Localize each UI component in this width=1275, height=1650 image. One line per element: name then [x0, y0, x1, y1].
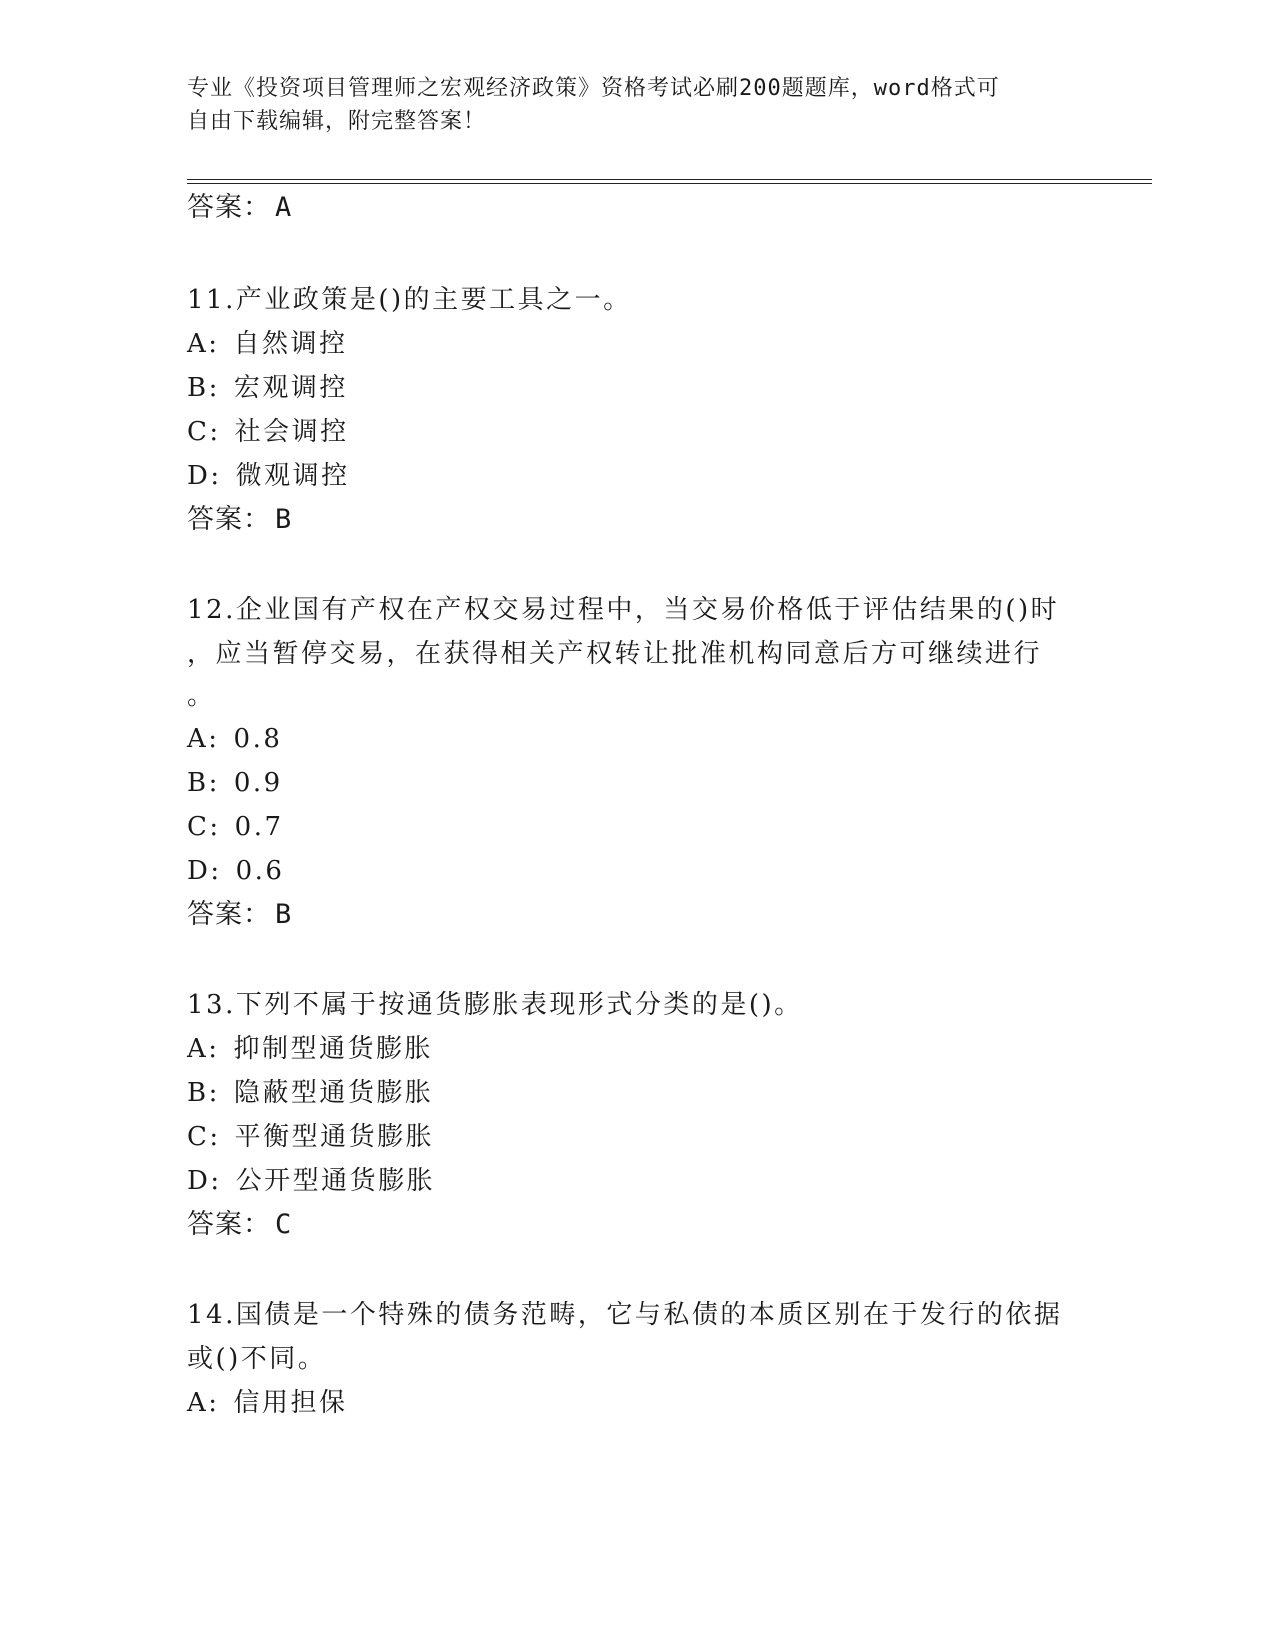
- option-label: C:: [187, 812, 221, 842]
- option-text: 抑制型通货膨胀: [233, 1034, 434, 1064]
- question-stem: 13.下列不属于按通货膨胀表现形式分类的是()。: [187, 990, 803, 1020]
- option-d: [187, 459, 350, 493]
- option-label: D:: [187, 1166, 222, 1196]
- option-text: 微观调控: [235, 461, 350, 491]
- option-label: A:: [187, 724, 220, 754]
- option-d: [187, 1164, 435, 1198]
- option-label: A:: [187, 329, 220, 359]
- answer-label: 答案：: [187, 1209, 271, 1240]
- option-label: A:: [187, 1034, 220, 1064]
- option-label: C:: [187, 1122, 221, 1152]
- option-text: 自然调控: [233, 329, 348, 359]
- option-text: 隐蔽型通货膨胀: [233, 1078, 434, 1108]
- option-c: [187, 1120, 434, 1154]
- answer-value: B: [275, 899, 293, 930]
- option-text: 0.6: [235, 856, 285, 886]
- option-text: 0.8: [233, 724, 283, 754]
- answer-line: [187, 1208, 292, 1242]
- option-label: B:: [187, 1078, 220, 1108]
- answer-value: A: [275, 192, 293, 223]
- question-stem-continued: ，应当暂停交易，在获得相关产权转让批准机构同意后方可继续进行: [187, 639, 1043, 669]
- option-label: D:: [187, 461, 222, 491]
- option-a: [187, 1386, 348, 1420]
- answer-line: [187, 503, 292, 537]
- answer-value: B: [275, 504, 293, 535]
- answer-label: 答案：: [187, 899, 271, 930]
- question-stem-continued: 或()不同。: [187, 1344, 327, 1374]
- option-b: [187, 1076, 433, 1110]
- option-text: 0.9: [233, 768, 283, 798]
- header-line-2: 自由下载编辑，附完整答案！: [187, 109, 487, 134]
- option-label: B:: [187, 373, 220, 403]
- option-c: [187, 415, 349, 449]
- option-a: [187, 722, 282, 756]
- question-stem: 11.产业政策是()的主要工具之一。: [187, 285, 632, 315]
- document-header: [187, 72, 1067, 138]
- answer-value: C: [275, 1209, 293, 1240]
- question-stem: 12.企业国有产权在产权交易过程中，当交易价格低于评估结果的()时: [187, 595, 1060, 625]
- header-divider-bottom: [187, 183, 1152, 184]
- option-d: [187, 854, 284, 888]
- option-b: [187, 371, 348, 405]
- option-text: 宏观调控: [233, 373, 348, 403]
- option-label: C:: [187, 417, 221, 447]
- question-stem-continued: 。: [187, 681, 216, 711]
- answer-line: [187, 191, 292, 225]
- option-a: [187, 327, 348, 361]
- answer-line: [187, 898, 292, 932]
- option-text: 平衡型通货膨胀: [234, 1122, 435, 1152]
- option-c: [187, 810, 284, 844]
- answer-label: 答案：: [187, 192, 271, 223]
- question-stem: 14.国债是一个特殊的债务范畴，它与私债的本质区别在于发行的依据: [187, 1300, 1063, 1330]
- option-text: 社会调控: [234, 417, 349, 447]
- option-text: 信用担保: [233, 1388, 348, 1418]
- answer-label: 答案：: [187, 504, 271, 535]
- header-divider-top: [187, 179, 1152, 180]
- option-label: A:: [187, 1388, 220, 1418]
- option-label: D:: [187, 856, 222, 886]
- option-text: 公开型通货膨胀: [235, 1166, 436, 1196]
- header-line-1: 专业《投资项目管理师之宏观经济政策》资格考试必刷200题题库，word格式可: [187, 76, 1000, 101]
- option-a: [187, 1032, 433, 1066]
- option-b: [187, 766, 283, 800]
- option-text: 0.7: [234, 812, 284, 842]
- option-label: B:: [187, 768, 220, 798]
